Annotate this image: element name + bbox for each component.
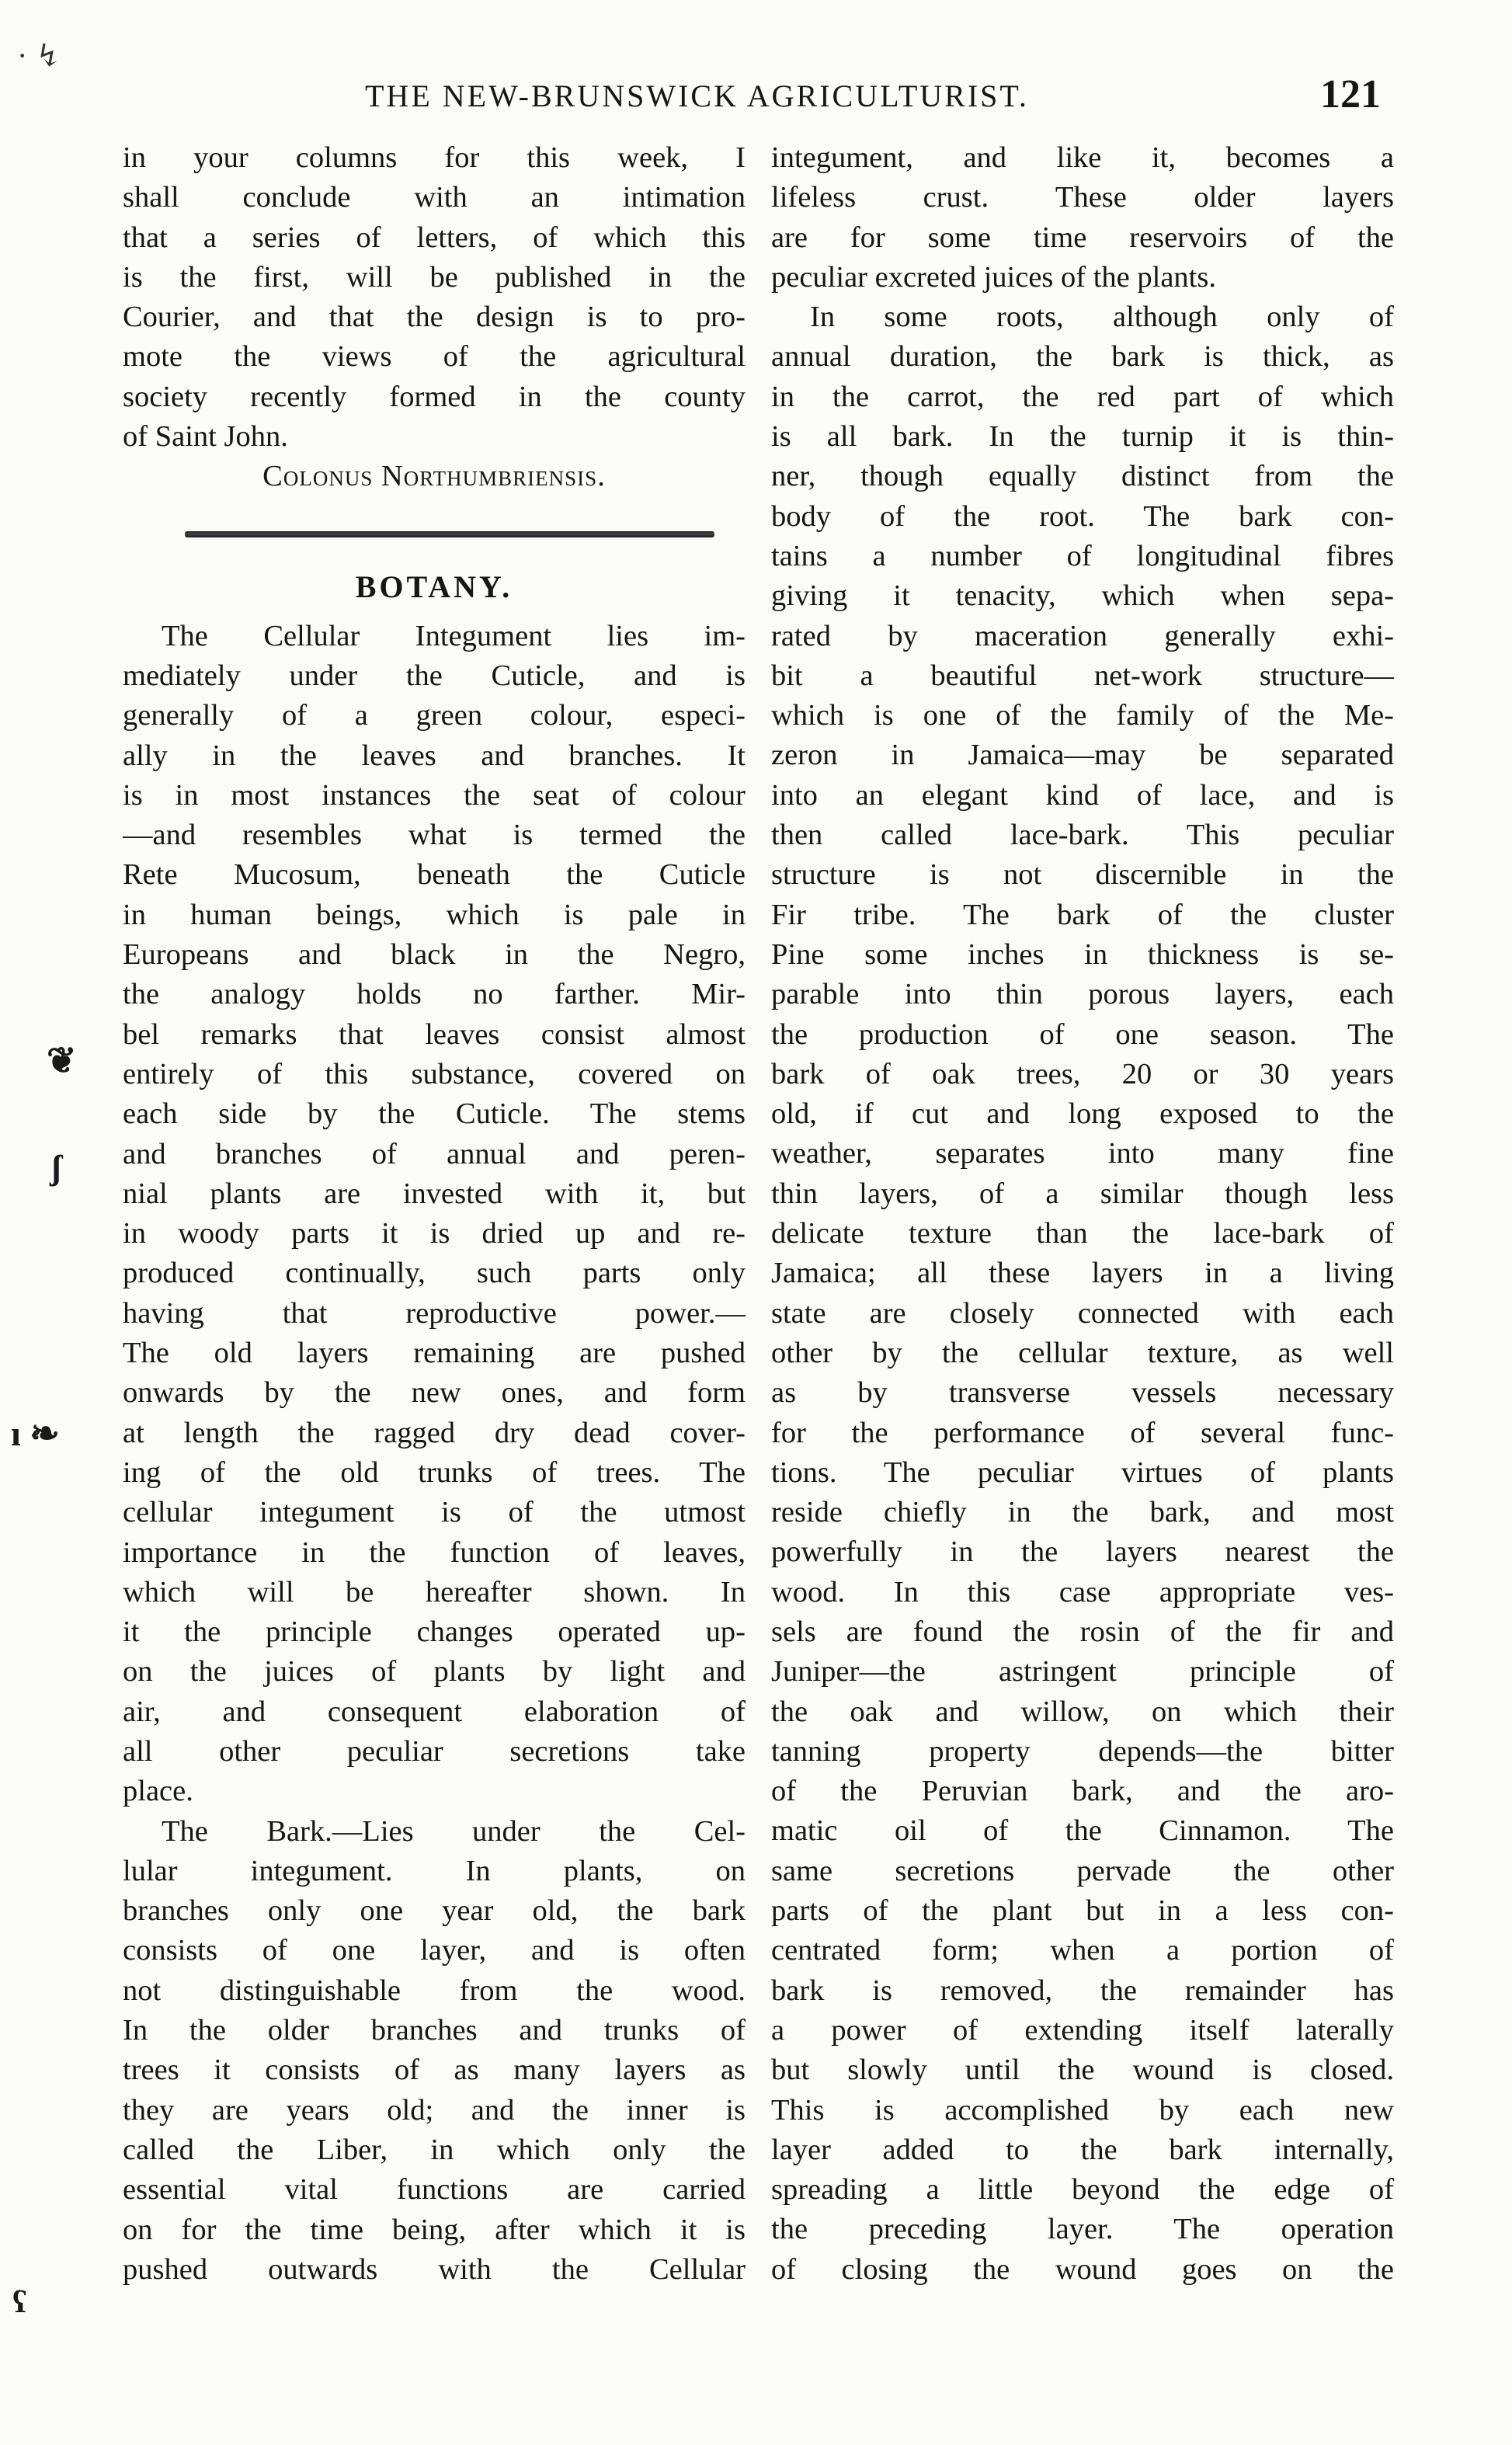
text-line: sels are found the rosin of the fir and [771,1615,1394,1648]
text-line: in your columns for this week, I [123,141,746,174]
text-line: layer added to the bark internally, [771,2133,1394,2166]
text-line: on the juices of plants by light and [123,1655,746,1689]
text-line: it the principle changes operated up- [123,1616,746,1649]
text-line: in woody parts it is dried up and re- [123,1217,746,1250]
text-line: Juniper—the astringent principle of [771,1655,1394,1689]
text-line: bark is removed, the remainder has [771,1974,1394,2007]
text-line: Jamaica; all these layers in a living [771,1257,1394,1290]
text-line: are for some time reservoirs of the [771,221,1394,254]
text-line: powerfully in the layers nearest the [771,1536,1394,1569]
text-line: annual duration, the bark is thick, as [771,340,1394,374]
text-line: Fir tribe. The bark of the cluster [771,898,1394,931]
text-line: shall conclude with an intimation [123,181,746,214]
text-line: generally of a green colour, especi- [123,699,746,732]
text-line: rated by maceration generally exhi- [771,619,1394,652]
text-line: importance in the function of leaves, [123,1536,746,1569]
text-line: pushed outwards with the Cellular [123,2252,746,2286]
text-line: In some roots, although only of [810,301,1394,334]
text-line: at length the ragged dry dead cover- [123,1416,746,1449]
text-line: Pine some inches in thickness is se- [771,937,1394,971]
text-line: but slowly until the wound is closed. [771,2054,1394,2087]
text-line: structure is not discernible in the [771,858,1394,892]
text-line: on for the time being, after which it is [123,2213,746,2246]
text-line: ally in the leaves and branches. It [123,739,746,772]
text-line: wood. In this case appropriate ves- [771,1575,1394,1609]
right-column [771,138,1394,2290]
text-line: is all bark. In the turnip it is thin- [771,420,1394,454]
text-line: which will be hereafter shown. In [123,1575,746,1609]
text-line: thin layers, of a similar though less [771,1177,1394,1210]
text-line: nial plants are invested with it, but [123,1177,746,1210]
text-line: the oak and willow, on which their [771,1695,1394,1728]
text-line: in the carrot, the red part of which [771,380,1394,413]
text-line: branches only one year old, the bark [123,1894,746,1928]
text-line: The Cellular Integument lies im- [162,619,746,652]
text-line: and branches of annual and peren- [123,1137,746,1170]
text-line: essential vital functions are carried [123,2173,746,2207]
text-line: place. [123,1775,193,1808]
corner-blot-mark: · ↯ [17,38,61,73]
text-line: mote the views of the agricultural [123,340,746,374]
text-line: tions. The peculiar virtues of plants [771,1456,1394,1489]
text-line: as by transverse vessels necessary [771,1376,1394,1410]
text-line: having that reproductive power.— [123,1296,746,1330]
text-line: giving it tenacity, which when sepa- [771,579,1394,613]
text-line: delicate texture than the lace-bark of [771,1217,1394,1250]
margin-ornament-mark: ı ❧ [11,1414,60,1453]
text-line: in human beings, which is pale in [123,898,746,931]
text-line: bark of oak trees, 20 or 30 years [771,1057,1394,1090]
text-line: for the performance of several func- [771,1416,1394,1449]
text-line: matic oil of the Cinnamon. The [771,1814,1394,1848]
text-line: is the first, will be published in the [123,260,746,294]
letter-signature: Colonus Northumbriensis. [262,460,606,493]
text-line: integument, and like it, becomes a [771,141,1394,174]
text-line: centrated form; when a portion of [771,1934,1394,1967]
section-heading: BOTANY. [355,569,513,604]
text-line: that a series of letters, of which this [123,221,746,254]
text-line: society recently formed in the county [123,380,746,413]
section-divider [123,497,746,567]
text-line: not distinguishable from the wood. [123,1974,746,2007]
text-line: each side by the Cuticle. The stems [123,1097,746,1131]
text-line: The Bark.—Lies under the Cel- [162,1814,746,1848]
text-line: produced continually, such parts only [123,1257,746,1290]
margin-ornament-mark: ʃ [51,1149,62,1187]
text-line: state are closely connected with each [771,1296,1394,1330]
text-line: tanning property depends—the bitter [771,1734,1394,1768]
text-line: peculiar excreted juices of the plants. [771,260,1216,294]
text-line: tains a number of longitudinal fibres [771,539,1394,572]
text-line: Courier, and that the design is to pro- [123,301,746,334]
text-line: ing of the old trunks of trees. The [123,1456,746,1489]
text-line: spreading a little beyond the edge of [771,2173,1394,2207]
text-line: called the Liber, in which only the [123,2133,746,2166]
text-line: into an elegant kind of lace, and is [771,778,1394,812]
text-line: the analogy holds no farther. Mir- [123,978,746,1011]
text-line: same secretions pervade the other [771,1854,1394,1887]
margin-ornament-mark: ʕ [12,2284,26,2319]
page-number: 121 [1320,72,1381,117]
text-line: of the Peruvian bark, and the aro- [771,1775,1394,1808]
text-line: bel remarks that leaves consist almost [123,1017,746,1051]
text-line: lifeless crust. These older layers [771,181,1394,214]
text-line: body of the root. The bark con- [771,499,1394,533]
text-line: entirely of this substance, covered on [123,1057,746,1090]
text-line: parts of the plant but in a less con- [771,1894,1394,1928]
text-line: a power of extending itself laterally [771,2013,1394,2047]
text-line: In the older branches and trunks of [123,2014,746,2047]
text-line: ner, though equally distinct from the [771,460,1394,493]
margin-ornament-mark: ❦ [47,1041,77,1080]
text-line: zeron in Jamaica—may be separated [771,739,1394,772]
text-line: —and resembles what is termed the [123,819,746,852]
text-line: other by the cellular texture, as well [771,1336,1394,1369]
text-line: bit a beautiful net-work structure— [771,659,1394,692]
text-line: mediately under the Cuticle, and is [123,659,746,692]
divider-rule [185,531,714,537]
text-line: of Saint John. [123,420,288,454]
text-line: cellular integument is of the utmost [123,1496,746,1529]
text-line: air, and consequent elaboration of [123,1695,746,1728]
text-line: This is accomplished by each new [771,2093,1394,2127]
text-line: the production of one season. The [771,1017,1394,1051]
text-line: parable into thin porous layers, each [771,978,1394,1011]
page-header [0,71,1512,134]
text-line: all other peculiar secretions take [123,1734,746,1768]
text-line: is in most instances the seat of colour [123,778,746,812]
text-line: of closing the wound goes on the [771,2252,1394,2286]
text-line: Rete Mucosum, beneath the Cuticle [123,858,746,892]
text-line: The old layers remaining are pushed [123,1337,746,1370]
text-line: the preceding layer. The operation [771,2213,1394,2246]
text-line: consists of one layer, and is often [123,1934,746,1967]
text-line: then called lace-bark. This peculiar [771,819,1394,852]
text-line: they are years old; and the inner is [123,2093,746,2127]
text-line: onwards by the new ones, and form [123,1376,746,1410]
text-line: Europeans and black in the Negro, [123,938,746,972]
text-line: trees it consists of as many layers as [123,2054,746,2087]
text-line: old, if cut and long exposed to the [771,1097,1394,1131]
text-line: lular integument. In plants, on [123,1854,746,1887]
running-title: THE NEW-BRUNSWICK AGRICULTURIST. [365,78,1029,113]
left-column [123,138,746,2290]
text-line: reside chiefly in the bark, and most [771,1496,1394,1529]
text-line: weather, separates into many fine [771,1137,1394,1170]
text-line: which is one of the family of the Me- [771,699,1394,732]
